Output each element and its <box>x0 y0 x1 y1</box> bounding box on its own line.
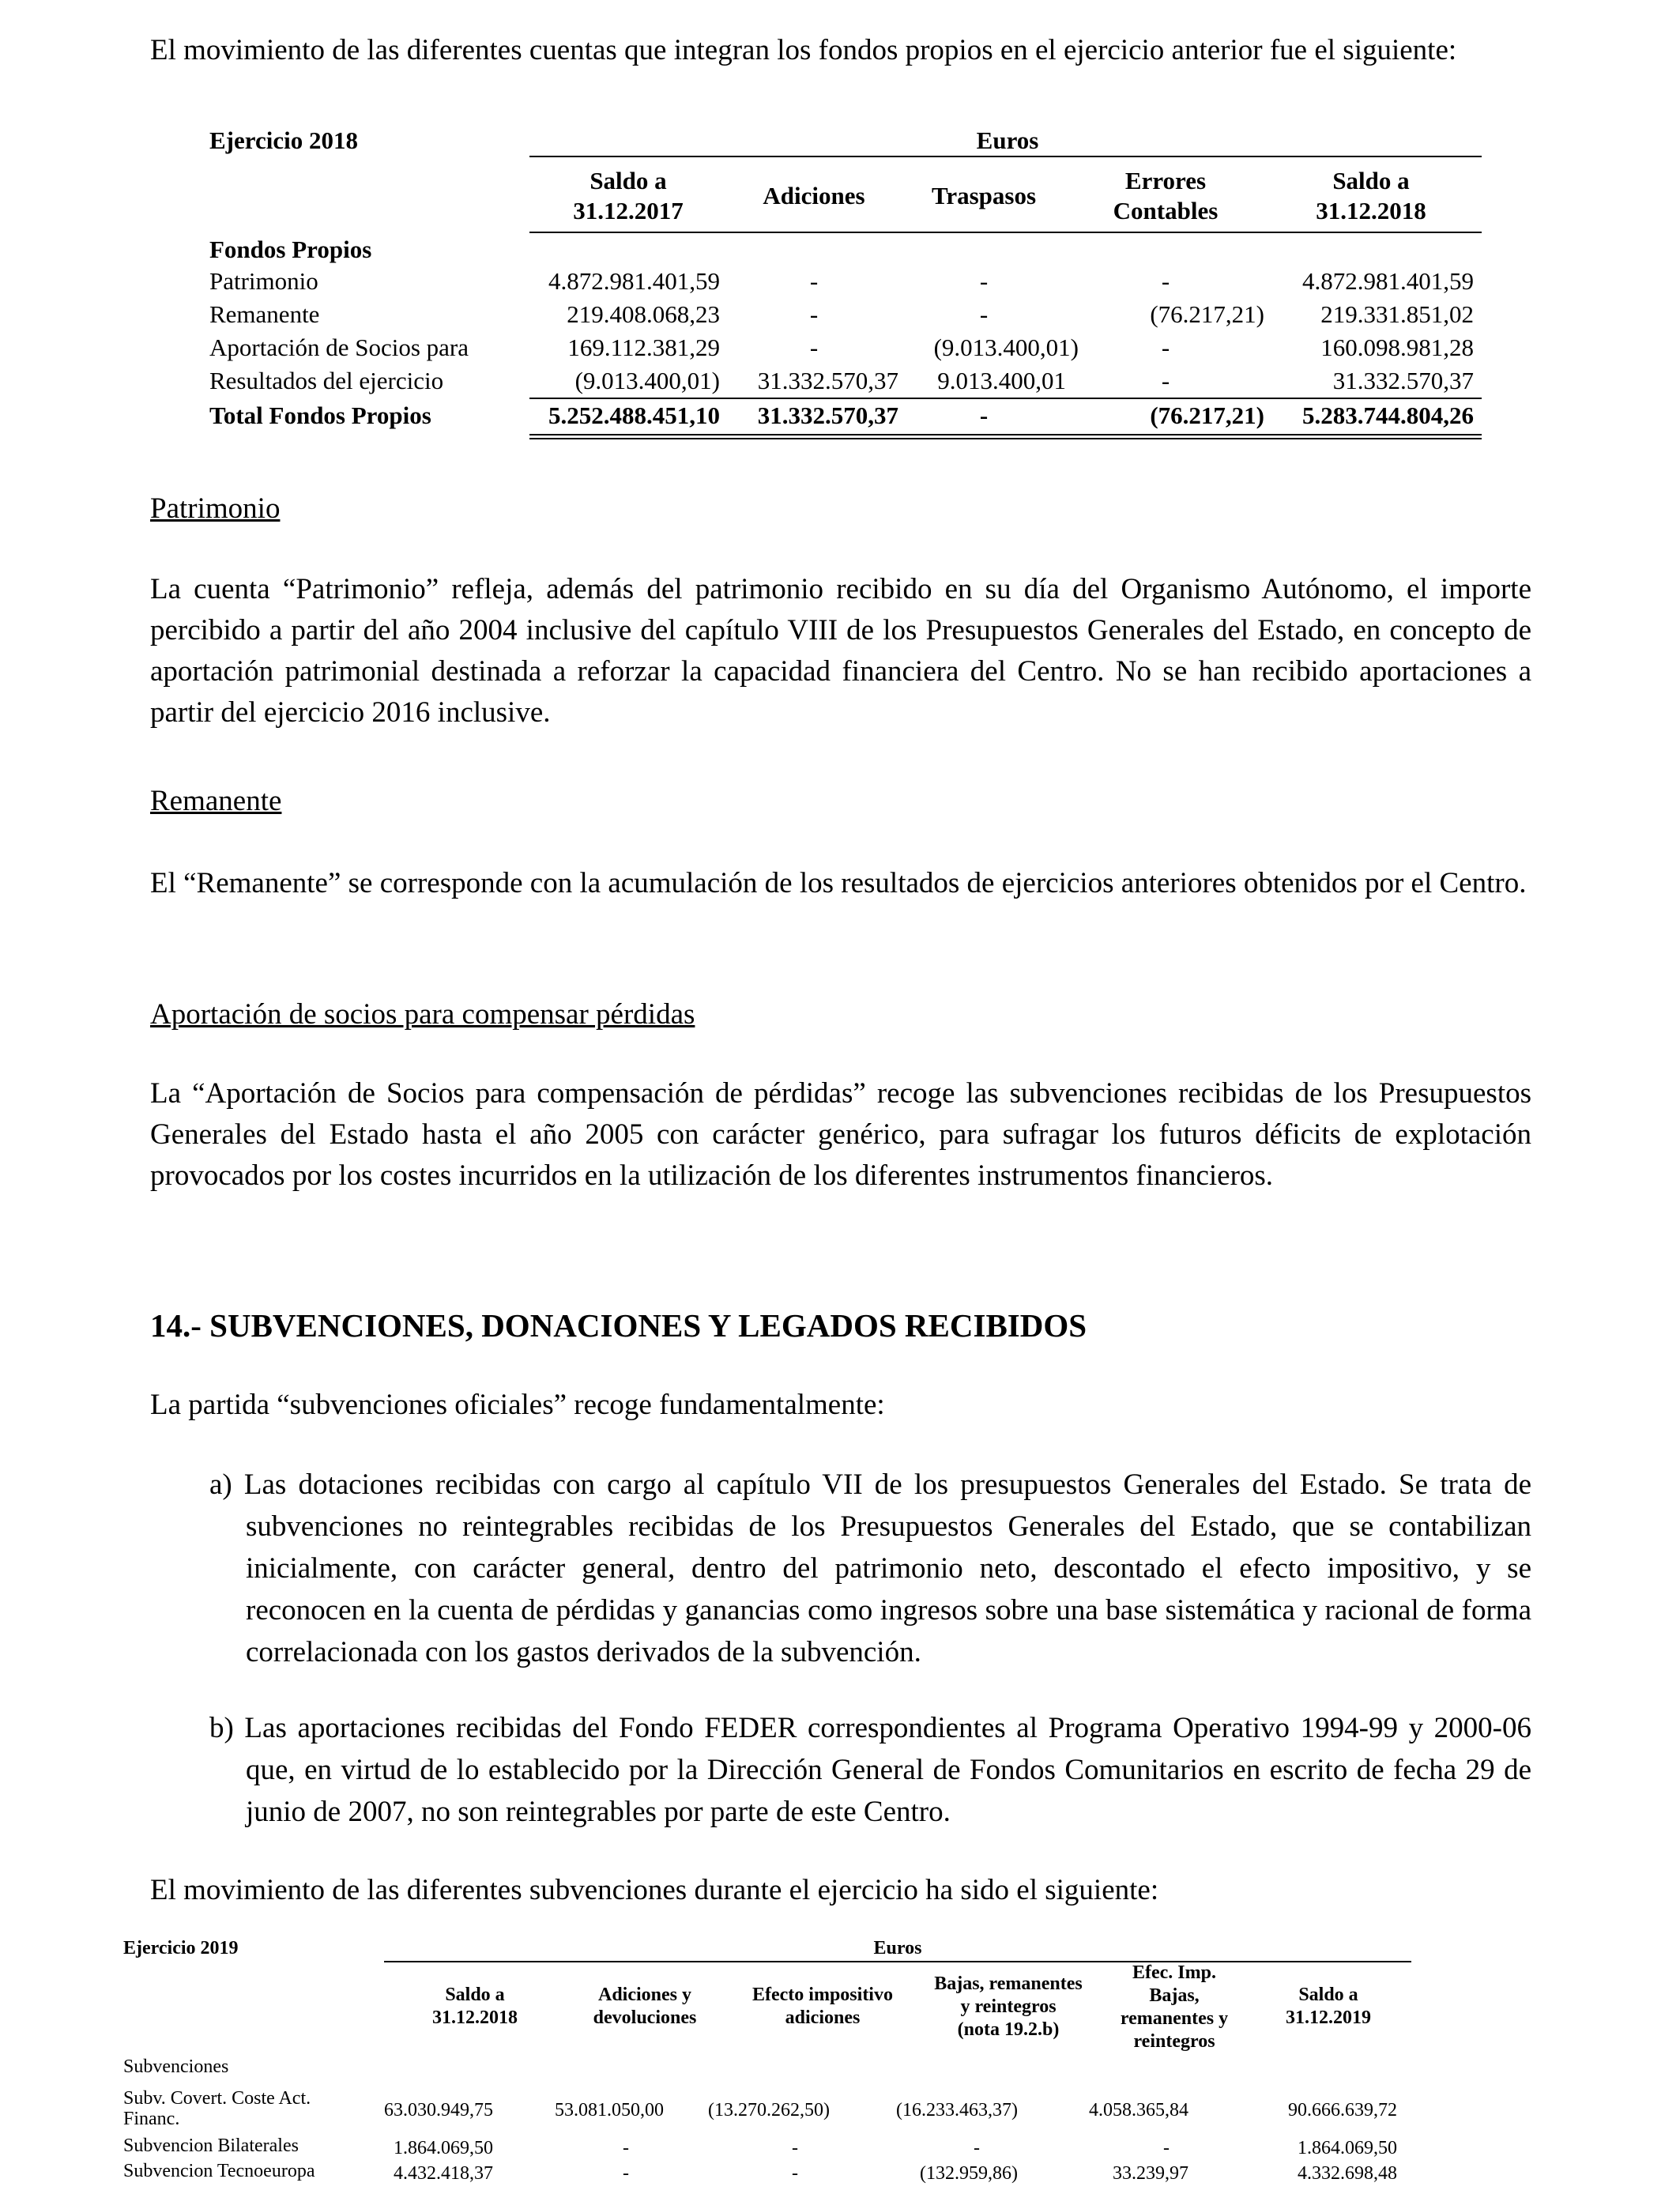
table-row: Subvencion Bilaterales 1.864.069,50 - - - - 1.864.069,50 <box>123 2136 1397 2158</box>
header-rule <box>529 156 1482 157</box>
table-row: Resultados del ejercicio (9.013.400,01) 31.332.570,37 9.013.400,01 - 31.332.570,37 <box>209 367 1474 394</box>
col-header-traspasos: Traspasos <box>931 182 1037 209</box>
col-header-saldo-inicial: Saldo a 31.12.2017 <box>573 167 684 224</box>
section-label: Subvenciones <box>123 2056 229 2077</box>
aportacion-paragraph: La “Aportación de Socios para compensación de pérdidas” recoge las subvenciones recibidas de los Presupuestos Generales del Estado hasta el año 2005 con carácter genérico, para sufragar los futuros déficits de explotación provocados por los costes incurridos en la utilización de los diferentes instrumentos financieros. <box>150 1077 1531 1192</box>
col-header-efecto: Efecto impositivo adiciones <box>752 1985 893 2028</box>
total-top-rule <box>529 398 1482 399</box>
table-row: Remanente 219.408.068,23 - - (76.217,21) 219.331.851,02 <box>209 300 1474 328</box>
table-year-label: Ejercicio 2019 <box>123 1938 239 1958</box>
col-header-errores: Errores Contables <box>1113 167 1219 224</box>
list-item-a: a) Las dotaciones recibidas con cargo al capítulo VII de los presupuestos Generales del Estado. Se trata de subvenciones no reintegrables recibidas de los Presupuestos Generales del Estado, que se contabilizan inicialmente, con carácter general, dentro del patrimonio neto, descontado el efecto impositivo, y se reconocen en la cuenta de pérdidas y ganancias como ingresos sobre una base sistemática y racional de forma correlacionada con los gastos derivados de la subvención. <box>209 1468 1531 1668</box>
col-header-efec-bajas: Efec. Imp. Bajas, remanentes y reintegros <box>1120 1962 1229 2052</box>
total-row: Total Fondos Propios 5.252.488.451,10 31.332.570,37 - (76.217,21) 5.283.744.804,26 <box>209 401 1474 429</box>
aportacion-heading: Aportación de socios para compensar pérdidas <box>150 998 695 1031</box>
remanente-heading: Remanente <box>150 785 282 817</box>
currency-label: Euros <box>873 1938 922 1958</box>
patrimonio-heading: Patrimonio <box>150 492 281 525</box>
intro-paragraph: El movimiento de las diferentes cuentas que integran los fondos propios en el ejercicio anterior fue el siguiente: <box>150 34 1457 66</box>
table-year-label: Ejercicio 2018 <box>209 126 358 154</box>
col-header-adiciones: Adiciones y devoluciones <box>593 1985 697 2028</box>
patrimonio-paragraph: La cuenta “Patrimonio” refleja, además del patrimonio recibido en su día del Organismo Autónomo, el importe percibido a partir del año 2004 inclusive del capítulo VIII de los Presupuestos Generales del Estado, en concepto de aportación patrimonial destinada a reforzar la capacidad financiera del Centro. No se han recibido aportaciones a partir del ejercicio 2016 inclusive. <box>150 573 1531 729</box>
movement-intro: El movimiento de las diferentes subvenciones durante el ejercicio ha sido el siguiente: <box>150 1874 1159 1906</box>
total-double-rule-1 <box>529 434 1482 435</box>
col-header-saldo-final: Saldo a 31.12.2018 <box>1316 167 1426 224</box>
table-row: Aportación de Socios para 169.112.381,29 - (9.013.400,01) - 160.098.981,28 <box>209 334 1474 361</box>
list-item-b: b) Las aportaciones recibidas del Fondo FEDER correspondientes al Programa Operativo 1994-99 y 2000-06 que, en virtud de lo establecido por la Dirección General de Fondos Comunitarios en escrito de fecha 29 de junio de 2007, no son reintegrables por parte de este Centro. <box>209 1712 1531 1828</box>
col-header-saldo-final: Saldo a 31.12.2019 <box>1286 1985 1371 2028</box>
col-header-saldo-inicial: Saldo a 31.12.2018 <box>432 1985 518 2028</box>
total-double-rule-2 <box>529 438 1482 439</box>
table-row: Patrimonio 4.872.981.401,59 - - - 4.872.981.401,59 <box>209 267 1474 295</box>
currency-label: Euros <box>976 126 1039 154</box>
header-bottom-rule <box>529 232 1482 233</box>
table-row: Subv. Covert. Coste Act. Financ. 63.030.949,75 53.081.050,00 (13.270.262,50) (16.233.463,37) 4.058.365,84 90.666.639,72 <box>123 2088 1397 2129</box>
section-label: Fondos Propios <box>209 236 372 263</box>
col-header-adiciones: Adiciones <box>763 182 865 209</box>
table-row: Subvencion Tecnoeuropa 4.432.418,37 - - (132.959,86) 33.239,97 4.332.698,48 <box>123 2161 1397 2184</box>
section-14-title: 14.- SUBVENCIONES, DONACIONES Y LEGADOS RECIBIDOS <box>150 1307 1087 1344</box>
remanente-paragraph: El “Remanente” se corresponde con la acumulación de los resultados de ejercicios anteriores obtenidos por el Centro. <box>150 867 1527 899</box>
col-header-bajas: Bajas, remanentes y reintegros (nota 19.2.b) <box>934 1973 1083 2040</box>
section-14-intro: La partida “subvenciones oficiales” recoge fundamentalmente: <box>150 1389 885 1421</box>
header-rule <box>384 1961 1411 1962</box>
